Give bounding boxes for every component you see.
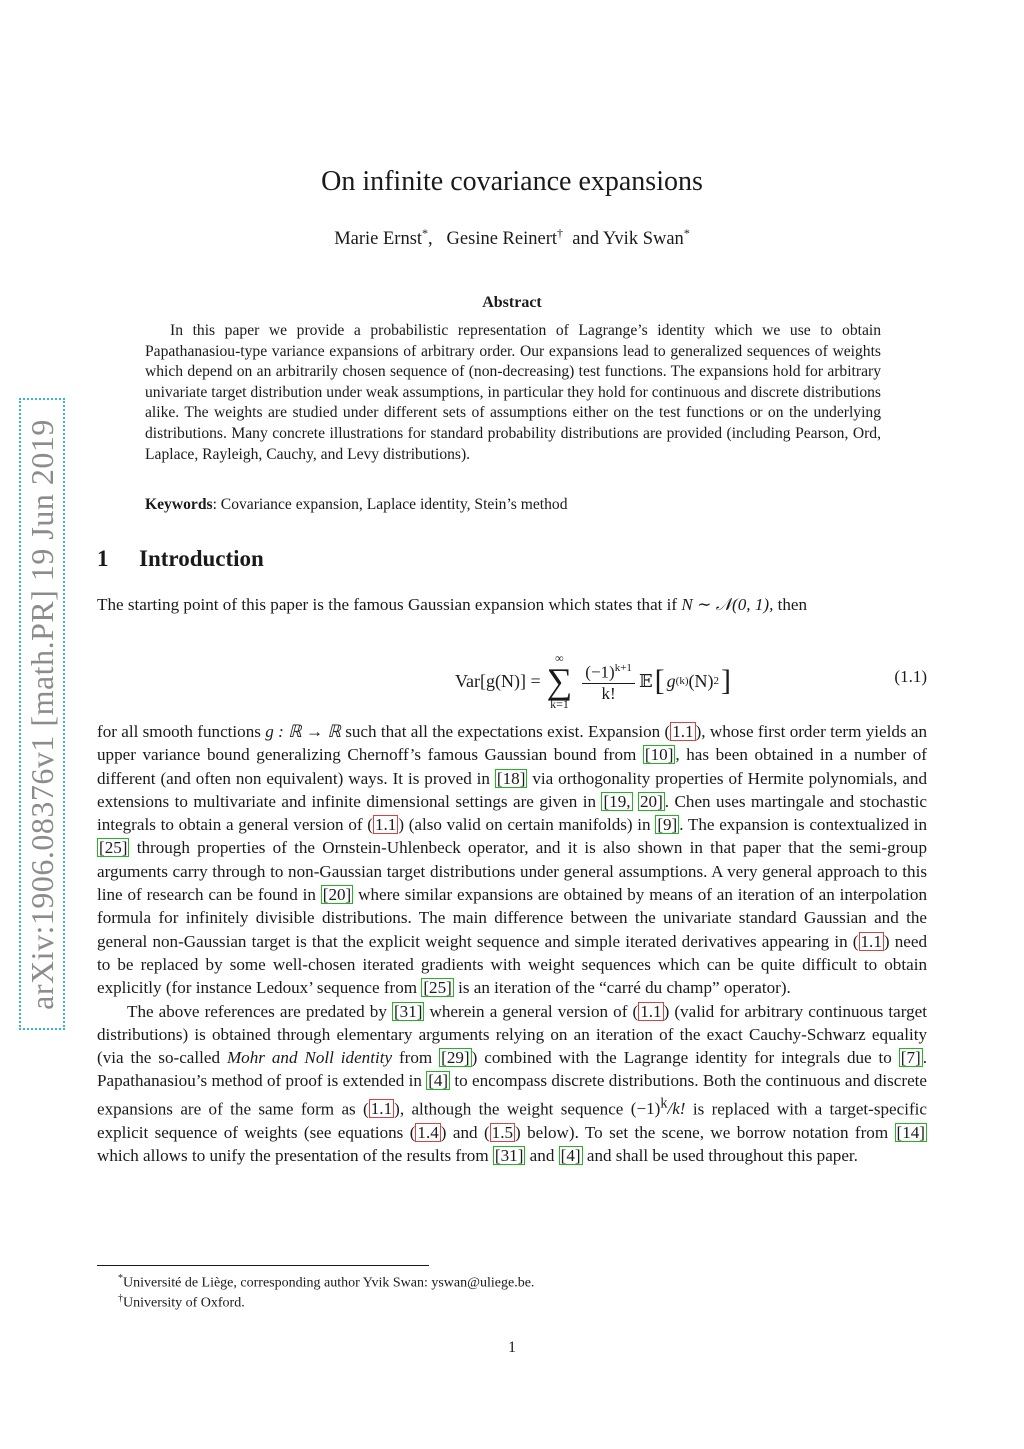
citation-link[interactable]: 20] xyxy=(640,791,663,811)
equation-lhs: Var[g(N)] = xyxy=(455,670,541,691)
author-name: Yvik Swan xyxy=(602,229,684,250)
text-run: , has been obtained in a number of different (and often non equivalent) ways. It is proved in xyxy=(97,745,927,788)
text-run: which allows to unify the presentation of the results from xyxy=(97,1146,493,1166)
equation-number: (1.1) xyxy=(894,667,927,686)
equation-reference-link[interactable]: 1.1 xyxy=(672,722,694,741)
abstract-heading: Abstract xyxy=(482,294,542,311)
left-bracket: [ xyxy=(654,664,665,697)
sum-upper-limit: ∞ xyxy=(555,651,564,665)
author-list xyxy=(0,226,1024,250)
math-inline xyxy=(630,1095,686,1119)
citation-link[interactable]: [10] xyxy=(644,745,674,765)
text-run: ) and ( xyxy=(440,1122,490,1142)
text-run: . Papathanasiou’s method of proof is extended in xyxy=(97,1048,927,1091)
footnote-divider xyxy=(97,1265,429,1266)
citation-link[interactable]: [20] xyxy=(322,885,352,905)
section-number: 1 xyxy=(97,546,109,571)
arxiv-identifier-stamp[interactable] xyxy=(19,398,65,1030)
citation-link[interactable]: [14] xyxy=(896,1122,925,1142)
paragraph-predecessors xyxy=(97,1000,927,1168)
keywords-line xyxy=(145,495,881,515)
text-run: . Chen uses martingale and stochastic integrals to obtain a general version of ( xyxy=(97,791,927,835)
equation-reference-link[interactable]: 1.1 xyxy=(370,1099,393,1119)
equation-reference-link[interactable]: 1.5 xyxy=(491,1122,514,1142)
text-run: is an iteration of the “carré du champ” operator). xyxy=(453,978,791,998)
paragraph-intro xyxy=(97,593,927,616)
text-run: wherein a general version of ( xyxy=(424,1001,639,1021)
square-exponent: 2 xyxy=(713,675,719,687)
text-run: ) need to be replaced by some well-chosen iterated gradients with weight sequences which can be quite difficult to obtain explicitly (for instance Ledoux’ sequence from xyxy=(97,931,927,998)
footnote-marker[interactable]: † xyxy=(557,226,563,240)
text-run: The starting point of this paper is the famous Gaussian expansion which states that if xyxy=(97,595,682,614)
page-number: 1 xyxy=(508,1339,516,1356)
citation-link[interactable]: [25] xyxy=(423,978,452,998)
keywords-text: : Covariance expansion, Laplace identity, Stein’s method xyxy=(212,496,568,513)
citation-link[interactable]: [7] xyxy=(900,1048,921,1068)
text-run: to encompass discrete distributions. Both the continuous and discrete expansions are of the same form as ( xyxy=(97,1071,928,1119)
section-title: Introduction xyxy=(139,546,264,571)
section-heading xyxy=(97,546,264,572)
citation-link[interactable]: [25] xyxy=(99,838,128,858)
text-run: such that all the expectations exist. Expansion ( xyxy=(340,722,671,741)
math-inline: g : ℝ → ℝ xyxy=(265,722,341,741)
citation-link[interactable]: [4] xyxy=(428,1071,449,1091)
sum-lower-limit: k=1 xyxy=(550,697,569,711)
text-run: ), whose first order term yields an upper variance bound generalizing Chernoff’s famous Gaussian bound from xyxy=(97,722,927,765)
citation-link[interactable]: [18] xyxy=(496,768,526,788)
text-run: The above references are predated by xyxy=(127,1001,392,1021)
citation-link[interactable]: [19, xyxy=(603,791,631,811)
text-run: is replaced with a target-specific explicit sequence of weights (see equations ( xyxy=(97,1099,928,1142)
text-run: and xyxy=(525,1146,559,1166)
sum-symbol: ∑ xyxy=(546,661,573,701)
expectation-symbol: 𝔼 xyxy=(638,670,653,691)
paper-title: On infinite covariance expansions xyxy=(321,166,703,197)
numerator-base: (−1) xyxy=(585,662,615,682)
text-run: ) below). To set the scene, we borrow notation from xyxy=(515,1122,895,1142)
keywords-label: Keywords xyxy=(145,496,213,513)
footnote-marker[interactable]: * xyxy=(422,226,429,240)
equation-reference-link[interactable]: 1.1 xyxy=(640,1001,662,1021)
right-bracket: ] xyxy=(721,664,731,697)
citation-link[interactable]: [31] xyxy=(494,1146,524,1166)
text-run: through properties of the Ornstein-Uhlenbeck operator, and it is also shown in that paper that the semi-group arguments carry through to non-Gaussian target distributions under general assumptions. A very general approach to this line of research can be found in xyxy=(97,838,927,905)
derivative-order: (k) xyxy=(675,675,689,687)
text-run: from xyxy=(392,1048,440,1068)
math-exponent: k xyxy=(660,1095,668,1112)
function-g: g xyxy=(666,670,676,691)
math-inline: N ∼ 𝒩(0, 1), xyxy=(681,595,774,614)
citation-link[interactable]: [4] xyxy=(560,1146,581,1166)
footnote-text: University of Oxford. xyxy=(123,1295,245,1311)
fraction xyxy=(582,658,635,704)
text-run: for all smooth functions xyxy=(97,722,266,741)
text-run: then xyxy=(773,595,808,614)
fraction-numerator xyxy=(582,658,635,684)
summation xyxy=(547,652,573,710)
math-base: (−1) xyxy=(630,1099,661,1119)
math-tail: /k! xyxy=(667,1099,686,1119)
citation-link[interactable]: [9] xyxy=(657,815,678,835)
author-name: Marie Ernst xyxy=(334,229,423,250)
footnote-affiliation-oxford xyxy=(118,1290,245,1313)
author-name: Gesine Reinert xyxy=(446,229,557,250)
paragraph-expansion-history xyxy=(97,720,927,1167)
fraction-denominator: k! xyxy=(601,683,616,703)
equation-reference-link[interactable]: 1.1 xyxy=(860,931,882,951)
text-run: ) (also valid on certain manifolds) in xyxy=(398,815,656,835)
emphasis-text: Mohr and Noll identity xyxy=(226,1048,393,1068)
text-run: ), although the weight sequence xyxy=(394,1099,631,1119)
equation-body xyxy=(455,648,733,714)
author-conjunction: and xyxy=(572,229,599,250)
footnote-text: Université de Liège, corresponding author Yvik Swan: yswan@uliege.be. xyxy=(123,1275,535,1291)
arxiv-identifier-text: arXiv:1906.08376v1 [math.PR] 19 Jun 2019 xyxy=(23,418,60,1010)
abstract-text: In this paper we provide a probabilistic representation of Lagrange’s identity which we use to obtain Papathanasiou-type variance expansions of arbitrary order. Our expansions lead to generalized sequences of weights which depend on an arbitrarily chosen sequence of (non-decreasing) test functions. The expansions hold for arbitrary univariate target distribution under weak assumptions, in particular they hold for continuous and discrete distributions alike. The weights are studied under different sets of assumptions either on the test functions or on the underlying distributions. Many concrete illustrations for standard probability distributions are provided (including Pearson, Ord, Laplace, Rayleigh, Cauchy, and Levy distributions). xyxy=(145,322,881,463)
footnote-marker[interactable]: * xyxy=(683,226,690,240)
text-run: ) combined with the Lagrange identity for integrals due to xyxy=(471,1048,899,1068)
footnote-marker: † xyxy=(118,1293,123,1304)
text-run: ) (valid for arbitrary continuous target distributions) is obtained through elementary arguments relying on an iteration of the exact Cauchy-Schwarz equality (via the so-called xyxy=(97,1001,928,1068)
equation-reference-link[interactable]: 1.4 xyxy=(417,1122,439,1142)
numerator-exponent: k+1 xyxy=(614,662,632,675)
citation-link[interactable]: [31] xyxy=(393,1001,423,1021)
equation-reference-link[interactable]: 1.1 xyxy=(374,815,397,835)
function-argument: (N) xyxy=(688,670,714,691)
text-run: via orthogonality properties of Hermite polynomials, and extensions to multivariate and infinite dimensional settings are given in xyxy=(97,768,927,811)
footnote-marker: * xyxy=(118,1273,123,1284)
text-run: . The expansion is contextualized in xyxy=(679,815,927,835)
author-separator: , xyxy=(428,229,433,250)
citation-link[interactable]: [29] xyxy=(441,1048,470,1068)
display-equation xyxy=(97,648,927,714)
text-run: where similar expansions are obtained by means of an iteration of an interpolation formula for infinitely divisible distributions. The main difference between the univariate standard Gaussian and the general non-Gaussian target is that the explicit weight sequence and simple iterated derivatives appearing in ( xyxy=(97,885,927,951)
text-run: and shall be used throughout this paper. xyxy=(582,1146,858,1166)
